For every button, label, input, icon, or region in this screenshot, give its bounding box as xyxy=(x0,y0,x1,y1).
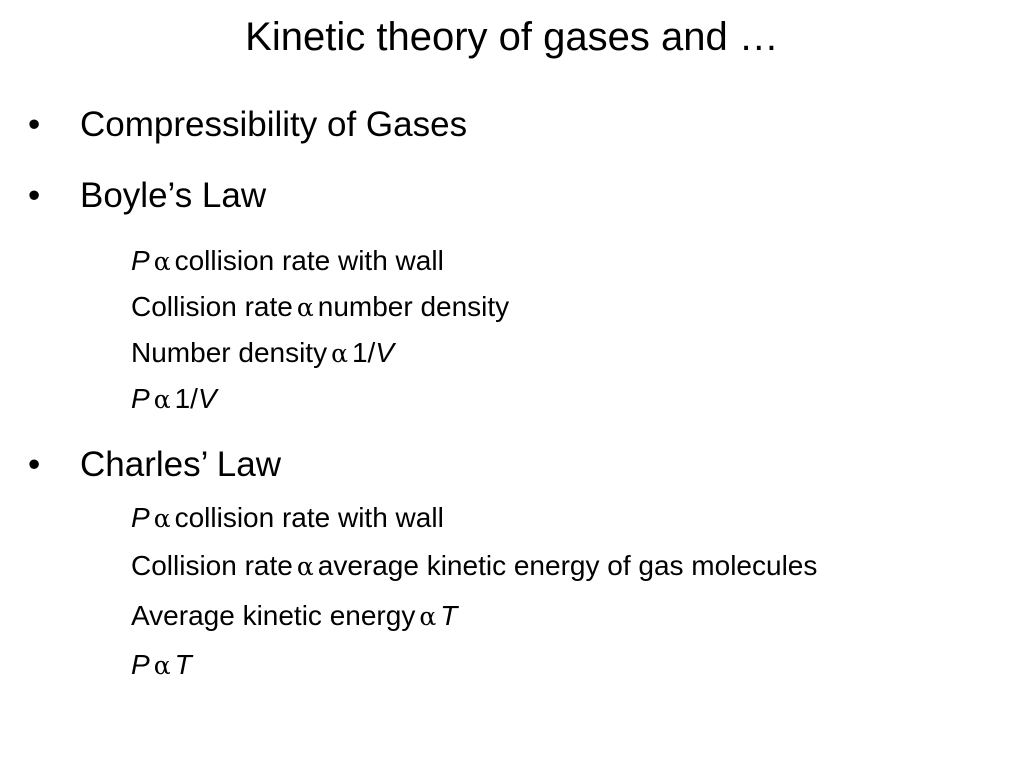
var-v: V xyxy=(197,383,217,414)
bullet-dot: • xyxy=(28,105,41,144)
boyle-line-2 xyxy=(131,290,509,325)
var-p: P xyxy=(131,502,150,533)
proportional-symbol: α xyxy=(296,293,314,322)
proportional-symbol: α xyxy=(153,651,171,680)
var-t: T xyxy=(440,600,458,631)
proportional-symbol: α xyxy=(296,552,314,581)
bullet-label: Compressibility of Gases xyxy=(80,105,468,144)
charles-line-4 xyxy=(131,648,192,683)
proportional-symbol: α xyxy=(419,602,437,631)
var-p: P xyxy=(131,649,150,680)
var-v: V xyxy=(375,337,395,368)
slide-title: Kinetic theory of gases and … xyxy=(245,15,779,59)
line-text: Average kinetic energy xyxy=(131,600,416,631)
charles-line-1 xyxy=(131,501,444,536)
charles-line-3 xyxy=(131,599,457,634)
bullet-label: Charles’ Law xyxy=(80,445,282,484)
line-rest: number density xyxy=(317,291,510,322)
line-text: collision rate with wall xyxy=(174,245,444,276)
line-text: collision rate with wall xyxy=(174,502,444,533)
proportional-symbol: α xyxy=(153,385,171,414)
line-text: Collision rate xyxy=(131,291,293,322)
bullet-label: Boyle’s Law xyxy=(80,176,267,215)
bullet-boyles-law xyxy=(28,176,266,216)
charles-line-2 xyxy=(131,549,817,584)
boyle-line-3 xyxy=(131,336,394,371)
boyle-line-1 xyxy=(131,244,444,279)
bullet-dot: • xyxy=(28,445,41,484)
proportional-symbol: α xyxy=(331,339,348,368)
bullet-compressibility xyxy=(28,105,467,145)
line-rest: 1/ xyxy=(174,383,198,414)
var-p: P xyxy=(131,245,150,276)
bullet-dot: • xyxy=(28,176,41,215)
boyle-line-4 xyxy=(131,382,217,417)
proportional-symbol: α xyxy=(153,247,171,276)
proportional-symbol: α xyxy=(153,504,171,533)
line-text: Collision rate xyxy=(131,550,293,581)
bullet-charles-law xyxy=(28,445,281,485)
line-text: Number density xyxy=(131,337,328,368)
var-t: T xyxy=(174,649,192,680)
var-p: P xyxy=(131,383,150,414)
line-rest: 1/ xyxy=(351,337,376,368)
line-rest: average kinetic energy of gas molecules xyxy=(317,550,818,581)
